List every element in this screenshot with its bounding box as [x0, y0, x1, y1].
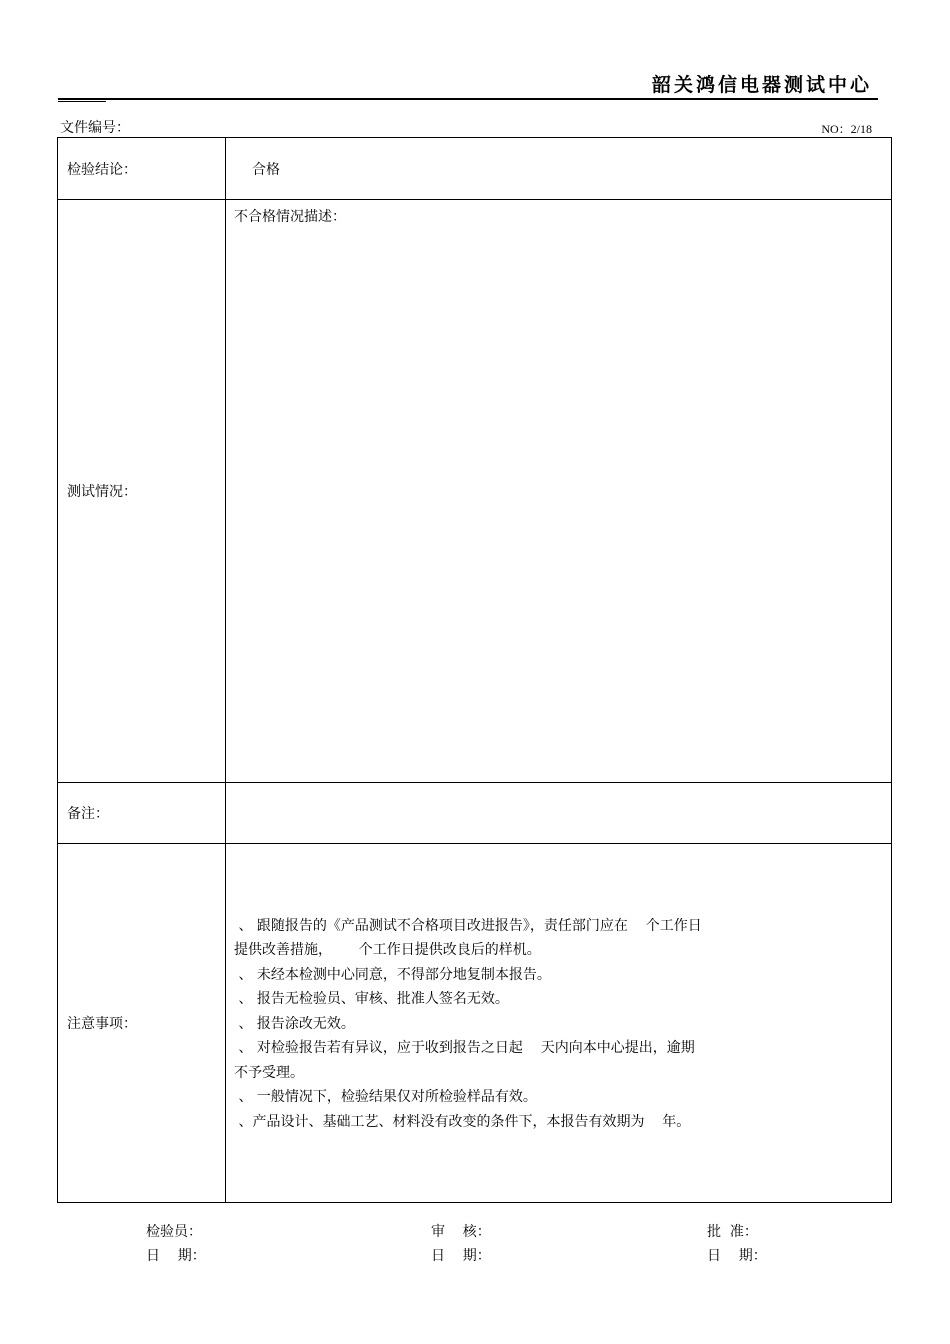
inspector-signature	[146, 1220, 206, 1268]
note-line: 提供改善措施， 个工作日提供改良后的样机。	[234, 942, 541, 959]
conclusion-row	[58, 138, 892, 200]
conclusion-value: 合格	[226, 138, 892, 200]
report-table	[57, 137, 892, 1203]
reviewer-label: 审 核：	[431, 1224, 491, 1240]
notes-list	[234, 914, 883, 1135]
approver-date-label: 日 期：	[707, 1248, 767, 1264]
inspector-date-label: 日 期：	[146, 1248, 206, 1264]
remarks-value	[226, 783, 892, 844]
note-line: 、 对检验报告若有异议，应于收到报告之日起 天内向本中心提出，逾期	[234, 1040, 695, 1057]
notes-label: 注意事项：	[58, 844, 226, 1203]
note-line: 、 报告无检验员、审核、批准人签名无效。	[234, 991, 509, 1008]
notes-row	[58, 844, 892, 1203]
test-status-label: 测试情况：	[58, 200, 226, 783]
approver-signature	[707, 1220, 767, 1268]
inspector-label: 检验员：	[146, 1224, 202, 1240]
file-number-label: 文件编号：	[60, 120, 130, 136]
remarks-label: 备注：	[58, 783, 226, 844]
approver-label: 批 准：	[707, 1224, 758, 1240]
header-divider-accent	[58, 101, 106, 102]
reviewer-signature	[431, 1220, 491, 1268]
reviewer-date-label: 日 期：	[431, 1248, 491, 1264]
note-line: 、产品设计、基础工艺、材料没有改变的条件下，本报告有效期为 年。	[234, 1113, 691, 1130]
test-row	[58, 200, 892, 783]
note-line: 、 一般情况下，检验结果仅对所检验样品有效。	[234, 1089, 537, 1106]
note-line: 、 跟随报告的《产品测试不合格项目改进报告》，责任部门应在 个工作日	[234, 917, 702, 934]
nonconformity-cell	[226, 200, 892, 783]
remarks-row	[58, 783, 892, 844]
note-line: 不予受理。	[234, 1064, 304, 1081]
organization-name: 韶关鸿信电器测试中心	[651, 74, 872, 96]
page-number: NO：2/18	[821, 122, 872, 136]
note-line: 、 报告涂改无效。	[234, 1015, 355, 1032]
conclusion-label: 检验结论：	[58, 138, 226, 200]
header-divider	[58, 98, 878, 100]
nonconformity-label: 不合格情况描述：	[234, 209, 346, 225]
note-line: 、 未经本检测中心同意，不得部分地复制本报告。	[234, 966, 551, 983]
notes-cell	[226, 844, 892, 1203]
